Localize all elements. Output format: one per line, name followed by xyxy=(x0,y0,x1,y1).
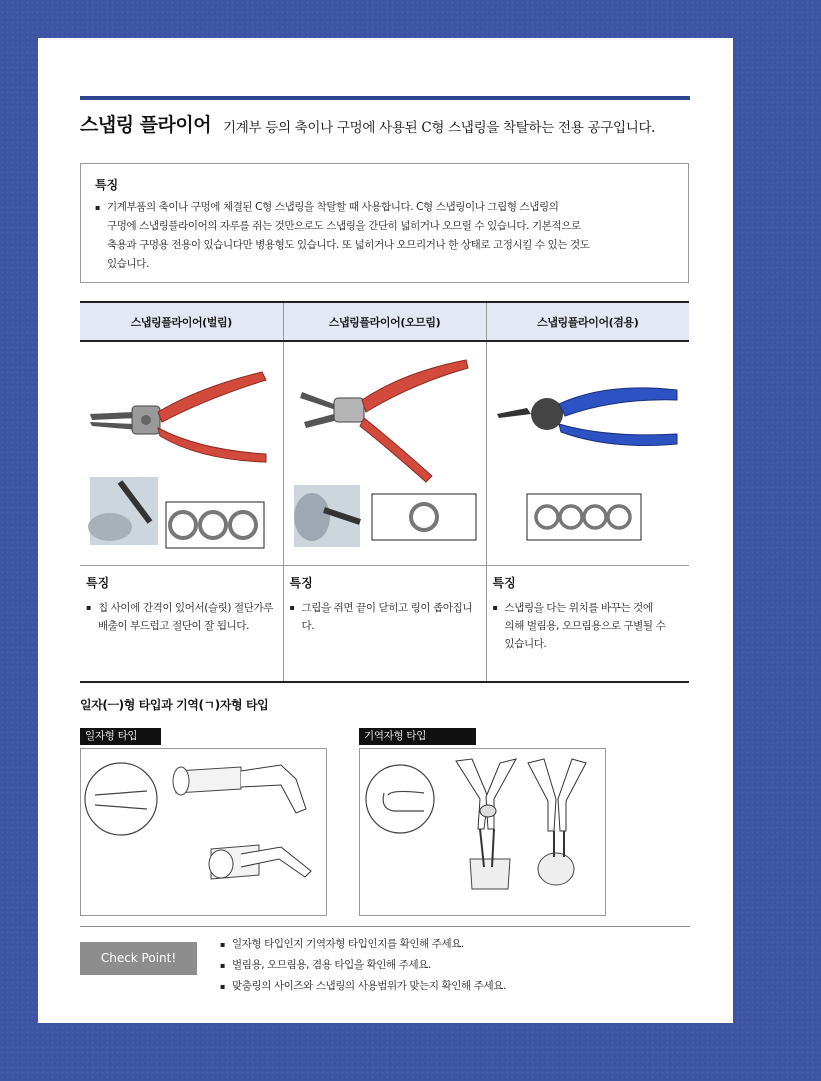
document-page xyxy=(38,38,733,1023)
feature-line: ▪ 그립을 쥐면 끝이 닫히고 링이 좁아집니다. xyxy=(290,599,480,635)
angled-pliers-illustration-icon xyxy=(360,749,605,915)
feature-heading: 특징 xyxy=(289,576,313,590)
check-point-item: ▪ 맞춤링의 사이즈와 스냅링의 사용범위가 맞는지 확인해 주세요. xyxy=(220,976,506,997)
check-point-item: ▪ 벌림용, 오므림용, 겸용 타입을 확인해 주세요. xyxy=(220,955,506,976)
feature-cell-combo xyxy=(486,566,689,683)
table-header-expand: 스냅링플라이어(벌림) xyxy=(80,302,283,341)
divider xyxy=(80,926,690,927)
title-accent-bar xyxy=(80,96,690,100)
feature-line: ▪ 스냅링을 다는 위치를 바꾸는 것에 xyxy=(493,599,684,617)
feature-heading: 특징 xyxy=(492,576,516,590)
snap-ring-pliers-close-icon xyxy=(284,342,485,561)
features-box xyxy=(80,163,689,283)
straight-pliers-illustration-icon xyxy=(81,749,326,915)
feature-cell-contract xyxy=(283,566,486,683)
features-body xyxy=(95,198,605,274)
angled-type-diagram xyxy=(359,748,606,916)
feature-cell-expand xyxy=(80,566,283,683)
features-heading: 특징 xyxy=(95,178,119,192)
feature-line: ▪ 칩 사이에 간격이 있어서(슬릿) 절단가루 xyxy=(86,599,277,617)
features-line: 있습니다. xyxy=(107,258,149,270)
straight-type-diagram xyxy=(80,748,327,916)
table-header-combo: 스냅링플라이어(겸용) xyxy=(486,302,689,341)
snap-ring-pliers-combo-icon xyxy=(487,342,688,561)
feature-heading: 특징 xyxy=(86,576,110,590)
check-point-list xyxy=(220,934,506,997)
page-subtitle: 기계부 등의 축이나 구멍에 사용된 C형 스냅링을 착탈하는 전용 공구입니다. xyxy=(223,120,656,136)
snap-ring-pliers-open-icon xyxy=(80,342,281,561)
table-header-contract: 스냅링플라이어(오므림) xyxy=(283,302,486,341)
features-line: ▪ 기계부품의 축이나 구멍에 체결된 C형 스냅링을 착탈할 때 사용합니다. C형 스냅링이나 그립형 스냅링의 xyxy=(95,198,605,217)
angled-type-label: 기역자형 타입 xyxy=(359,728,476,745)
image-cell-combo xyxy=(486,341,689,566)
feature-line: 배출이 부드럽고 절단이 잘 됩니다. xyxy=(98,620,250,632)
straight-type-label: 일자형 타입 xyxy=(80,728,161,745)
types-heading: 일자(ㅡ)형 타입과 기역(ㄱ)자형 타입 xyxy=(80,698,269,712)
feature-line: 있습니다. xyxy=(504,638,547,650)
check-point-item: ▪ 일자형 타입인지 기역자형 타입인지를 확인해 주세요. xyxy=(220,934,506,955)
page-title: 스냅링 플라이어 xyxy=(80,114,212,136)
feature-line: 의해 벌림용, 오므림용으로 구별될 수 xyxy=(504,620,666,632)
image-cell-expand xyxy=(80,341,283,566)
check-point-button[interactable]: Check Point! xyxy=(80,942,197,975)
features-line: 축용과 구멍용 전용이 있습니다만 병용형도 있습니다. 또 넓히거나 오므리거나 한 상태로 고정시킬 수 있는 것도 xyxy=(107,239,590,251)
features-line: 구멍에 스냅링플라이어의 자루를 쥐는 것만으로도 스냅링을 간단히 넓히거나 오므릴 수 있습니다. 기본적으로 xyxy=(107,220,581,232)
image-cell-contract xyxy=(283,341,486,566)
pliers-comparison-table xyxy=(80,301,689,683)
